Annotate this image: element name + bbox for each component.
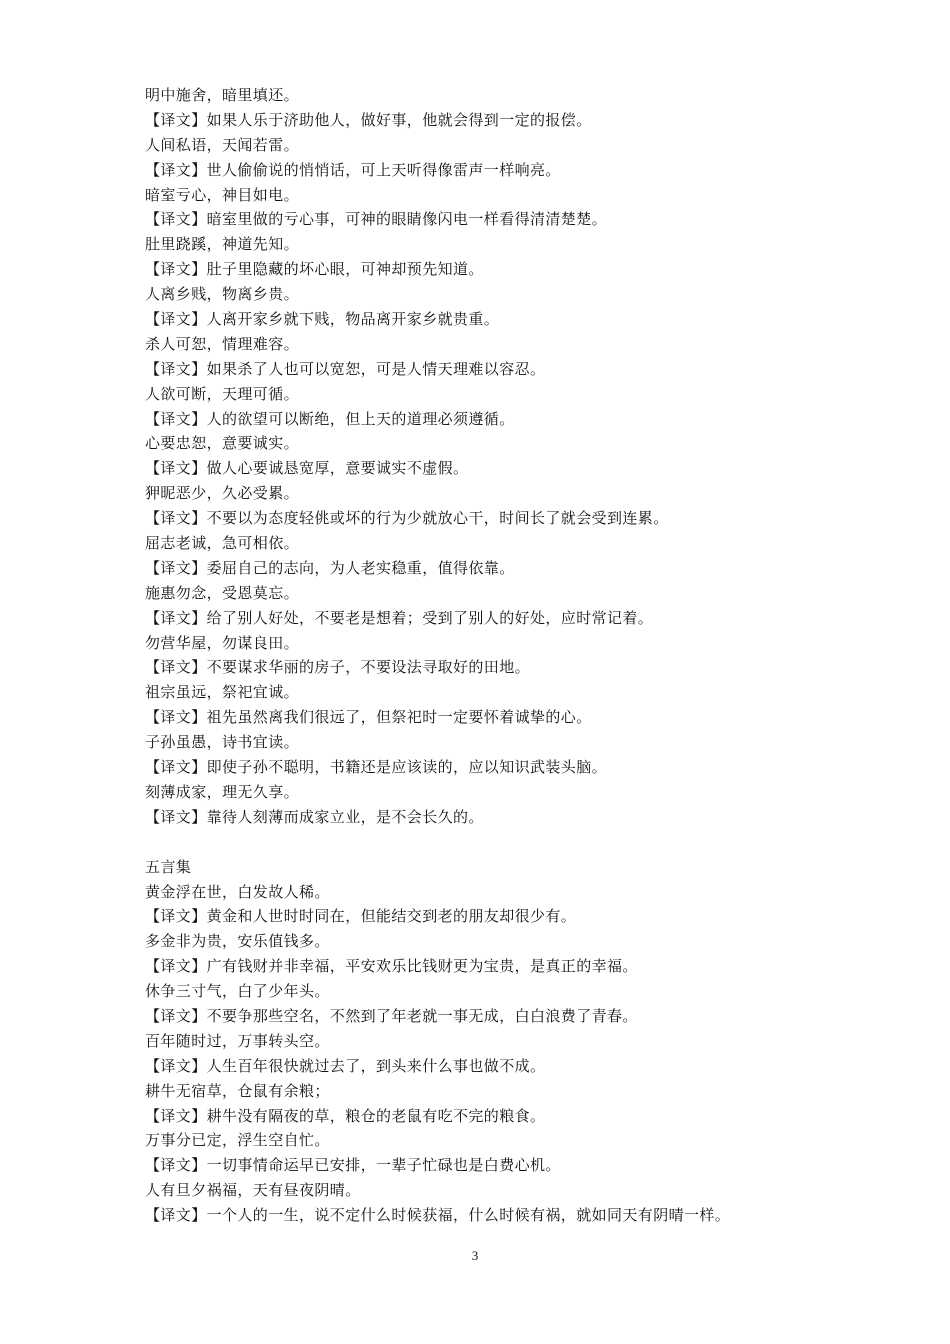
text-line: 百年随时过，万事转头空。	[145, 1031, 330, 1050]
text-line: 肚里跷蹊，神道先知。	[145, 235, 300, 254]
translation-line: 【译文】广有钱财并非幸福，平安欢乐比钱财更为宝贵，是真正的幸福。	[145, 957, 638, 976]
text-line: 祖宗虽远，祭祀宜诚。	[145, 683, 300, 702]
text-line: 多金非为贵，安乐值钱多。	[145, 932, 330, 951]
translation-line: 【译文】耕牛没有隔夜的草，粮仓的老鼠有吃不完的粮食。	[145, 1106, 546, 1125]
translation-line: 【译文】不要谋求华丽的房子，不要设法寻取好的田地。	[145, 658, 531, 677]
translation-line: 【译文】如果人乐于济助他人，做好事，他就会得到一定的报偿。	[145, 110, 592, 129]
translation-line: 【译文】一切事情命运早已安排，一辈子忙碌也是白费心机。	[145, 1156, 561, 1175]
translation-line: 【译文】祖先虽然离我们很远了，但祭祀时一定要怀着诚挚的心。	[145, 708, 592, 727]
text-line: 施惠勿念，受恩莫忘。	[145, 583, 300, 602]
text-line: 黄金浮在世，白发故人稀。	[145, 882, 330, 901]
text-line: 人欲可断，天理可循。	[145, 384, 300, 403]
translation-line: 【译文】肚子里隐藏的坏心眼，可神却预先知道。	[145, 260, 484, 279]
translation-line: 【译文】人的欲望可以断绝，但上天的道理必须遵循。	[145, 409, 515, 428]
text-line: 休争三寸气，白了少年头。	[145, 982, 330, 1001]
page-number: 3	[471, 1248, 479, 1263]
translation-line: 【译文】不要以为态度轻佻或坏的行为少就放心干，时间长了就会受到连累。	[145, 509, 669, 528]
text-line: 心要忠恕，意要诚实。	[145, 434, 300, 453]
translation-line: 【译文】即使子孙不聪明，书籍还是应该读的，应以知识武装头脑。	[145, 758, 608, 777]
translation-line: 【译文】给了别人好处，不要老是想着；受到了别人的好处，应时常记着。	[145, 608, 654, 627]
section-gap	[145, 830, 825, 855]
translation-line: 【译文】做人心要诚恳宽厚，意要诚实不虚假。	[145, 459, 469, 478]
translation-line: 【译文】如果杀了人也可以宽恕，可是人情天理难以容忍。	[145, 359, 546, 378]
translation-line: 【译文】不要争那些空名，不然到了年老就一事无成，白白浪费了青春。	[145, 1006, 638, 1025]
translation-line: 【译文】暗室里做的亏心事，可神的眼睛像闪电一样看得清清楚楚。	[145, 210, 608, 229]
text-line: 明中施舍，暗里填还。	[145, 86, 300, 104]
section-title: 五言集	[145, 857, 192, 876]
text-line: 刻薄成家，理无久享。	[145, 782, 300, 801]
text-line: 子孙虽愚，诗书宜读。	[145, 733, 300, 752]
translation-line: 【译文】世人偷偷说的悄悄话，可上天听得像雷声一样响亮。	[145, 160, 561, 179]
translation-line: 【译文】委屈自己的志向，为人老实稳重，值得依靠。	[145, 558, 515, 577]
text-line: 屈志老诚，急可相依。	[145, 534, 300, 553]
text-line: 杀人可恕，情理难容。	[145, 334, 300, 353]
translation-line: 【译文】黄金和人世时时同在，但能结交到老的朋友却很少有。	[145, 907, 577, 926]
text-line: 人有旦夕祸福，天有昼夜阴晴。	[145, 1181, 361, 1200]
translation-line: 【译文】人离开家乡就下贱，物品离开家乡就贵重。	[145, 310, 500, 329]
translation-line: 【译文】人生百年很快就过去了，到头来什么事也做不成。	[145, 1056, 546, 1075]
translation-line: 【译文】靠待人刻薄而成家立业，是不会长久的。	[145, 807, 484, 826]
text-line: 勿营华屋，勿谋良田。	[145, 633, 300, 652]
text-line: 万事分已定，浮生空自忙。	[145, 1131, 330, 1150]
text-line: 人离乡贱，物离乡贵。	[145, 285, 300, 304]
page-content	[145, 83, 825, 1228]
text-line: 暗室亏心，神目如电。	[145, 185, 300, 204]
translation-line: 【译文】一个人的一生，说不定什么时候获福，什么时候有祸，就如同天有阴晴一样。	[145, 1206, 731, 1225]
text-line: 狎昵恶少，久必受累。	[145, 484, 300, 503]
text-line: 人间私语，天闻若雷。	[145, 135, 300, 154]
text-line: 耕牛无宿草，仓鼠有余粮；	[145, 1081, 330, 1100]
